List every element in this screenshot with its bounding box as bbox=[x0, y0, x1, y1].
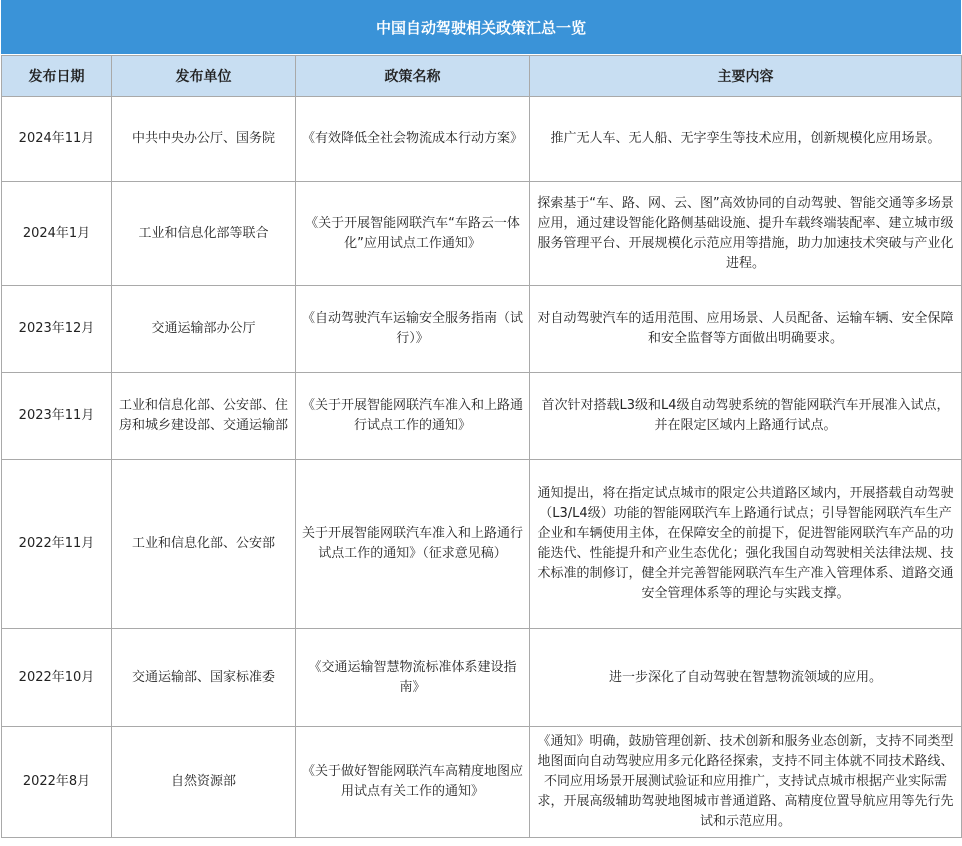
cell-policy: 《关于做好智能网联汽车高精度地图应用试点有关工作的通知》 bbox=[296, 727, 530, 838]
cell-unit: 工业和信息化部、公安部、住房和城乡建设部、交通运输部 bbox=[112, 373, 296, 460]
policy-summary bbox=[1, 0, 961, 846]
header-policy: 政策名称 bbox=[296, 56, 530, 97]
cell-date: 2024年1月 bbox=[2, 182, 112, 286]
header-row bbox=[2, 56, 962, 97]
cell-unit: 交通运输部、国家标准委 bbox=[112, 629, 296, 727]
table-row bbox=[2, 286, 962, 373]
cell-date: 2022年10月 bbox=[2, 629, 112, 727]
cell-unit: 自然资源部 bbox=[112, 727, 296, 838]
cell-policy: 《交通运输智慧物流标准体系建设指南》 bbox=[296, 629, 530, 727]
cell-unit: 中共中央办公厅、国务院 bbox=[112, 97, 296, 182]
cell-content: 通知提出，将在指定试点城市的限定公共道路区域内，开展搭载自动驾驶（L3/L4级）功能的智能网联汽车上路通行试点；引导智能网联汽车生产企业和车辆使用主体，在保障安全的前提下，促进智能网联汽车产品的功能迭代、性能提升和产业生态优化；强化我国自动驾驶相关法律法规、技术标准的制修订，健全并完善智能网联汽车生产准入管理体系、道路交通安全管理体系等的理论与实践支撑。 bbox=[530, 460, 962, 629]
table-row bbox=[2, 629, 962, 727]
policy-table bbox=[1, 55, 962, 838]
cell-date: 2024年11月 bbox=[2, 97, 112, 182]
cell-content: 首次针对搭载L3级和L4级自动驾驶系统的智能网联汽车开展准入试点，并在限定区域内上路通行试点。 bbox=[530, 373, 962, 460]
table-row bbox=[2, 182, 962, 286]
cell-unit: 交通运输部办公厅 bbox=[112, 286, 296, 373]
cell-content: 《通知》明确，鼓励管理创新、技术创新和服务业态创新，支持不同类型地图面向自动驾驶应用多元化路径探索，支持不同主体就不同技术路线、不同应用场景开展测试验证和应用推广，支持试点城市根据产业实际需求，开展高级辅助驾驶地图城市普通道路、高精度位置导航应用等先行先试和示范应用。 bbox=[530, 727, 962, 838]
cell-unit: 工业和信息化部等联合 bbox=[112, 182, 296, 286]
cell-content: 推广无人车、无人船、无字孪生等技术应用，创新规模化应用场景。 bbox=[530, 97, 962, 182]
cell-policy: 关于开展智能网联汽车准入和上路通行试点工作的通知》（征求意见稿） bbox=[296, 460, 530, 629]
cell-policy: 《有效降低全社会物流成本行动方案》 bbox=[296, 97, 530, 182]
cell-policy: 《自动驾驶汽车运输安全服务指南（试行）》 bbox=[296, 286, 530, 373]
cell-content: 对自动驾驶汽车的适用范围、应用场景、人员配备、运输车辆、安全保障和安全监督等方面做出明确要求。 bbox=[530, 286, 962, 373]
header-date: 发布日期 bbox=[2, 56, 112, 97]
cell-date: 2023年12月 bbox=[2, 286, 112, 373]
cell-date: 2022年8月 bbox=[2, 727, 112, 838]
cell-content: 进一步深化了自动驾驶在智慧物流领域的应用。 bbox=[530, 629, 962, 727]
cell-policy: 《关于开展智能网联汽车“车路云一体化”应用试点工作通知》 bbox=[296, 182, 530, 286]
cell-unit: 工业和信息化部、公安部 bbox=[112, 460, 296, 629]
header-unit: 发布单位 bbox=[112, 56, 296, 97]
table-row bbox=[2, 727, 962, 838]
table-title: 中国自动驾驶相关政策汇总一览 bbox=[1, 0, 961, 55]
cell-date: 2023年11月 bbox=[2, 373, 112, 460]
table-row bbox=[2, 373, 962, 460]
cell-content: 探索基于“车、路、网、云、图”高效协同的自动驾驶、智能交通等多场景应用，通过建设智能化路侧基础设施、提升车载终端装配率、建立城市级服务管理平台、开展规模化示范应用等措施，助力加速技术突破与产业化进程。 bbox=[530, 182, 962, 286]
cell-policy: 《关于开展智能网联汽车准入和上路通行试点工作的通知》 bbox=[296, 373, 530, 460]
table-row bbox=[2, 460, 962, 629]
cell-date: 2022年11月 bbox=[2, 460, 112, 629]
table-row bbox=[2, 97, 962, 182]
header-content: 主要内容 bbox=[530, 56, 962, 97]
